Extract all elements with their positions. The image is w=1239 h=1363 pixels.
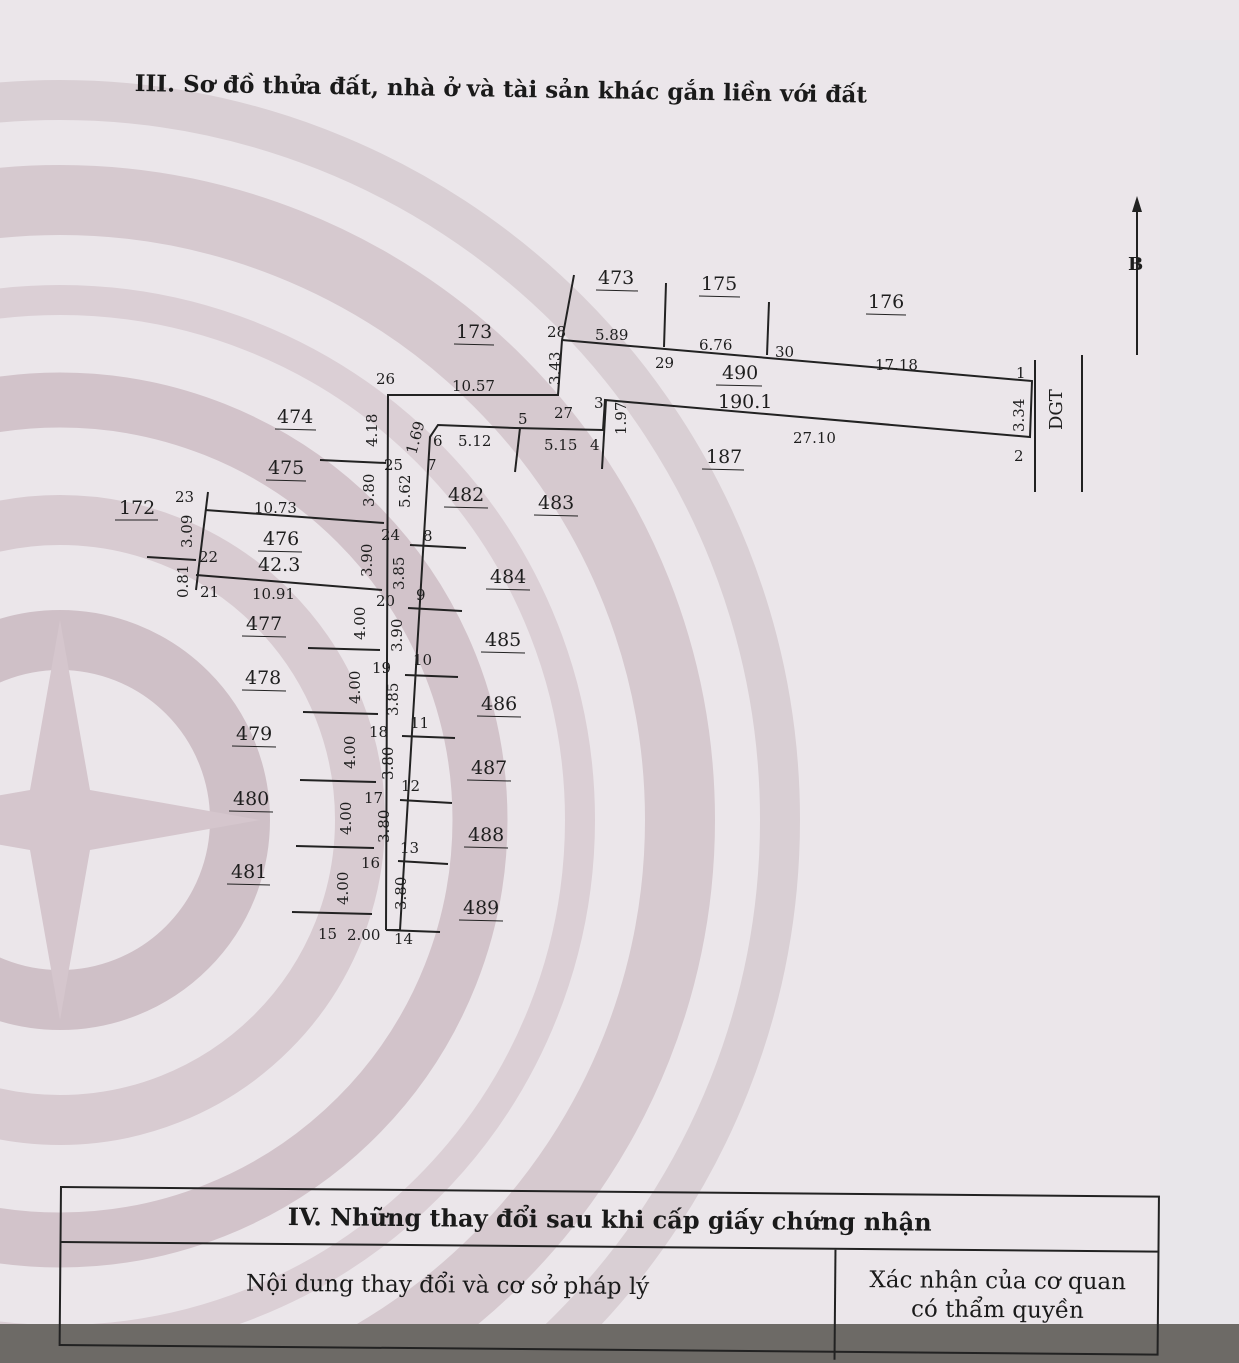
parcel-479: 479: [236, 723, 273, 745]
parcel-488: 488: [468, 824, 505, 846]
dim-5-6: 5.12: [458, 432, 492, 450]
dim-18-17: 4.00: [341, 735, 359, 769]
point-24: 24: [381, 526, 401, 544]
point-12: 12: [401, 777, 421, 795]
dim-15-14: 2.00: [347, 926, 381, 944]
point-23: 23: [175, 488, 195, 506]
dim-29-30: 6.76: [699, 336, 733, 354]
dim-7-24: 5.62: [396, 474, 414, 508]
dim-26-27: 10.57: [452, 377, 495, 395]
parcel-476-area: 42.3: [258, 554, 301, 576]
parcel-473: 473: [598, 267, 635, 289]
section-iii-title: III. Sơ đồ thửa đất, nhà ở và tài sản khác gắn liền với đất: [134, 70, 868, 109]
point-6: 6: [433, 432, 443, 450]
dim-25-24: 3.80: [360, 473, 378, 507]
point-30: 30: [775, 343, 795, 361]
dim-23-24: 10.73: [254, 499, 297, 517]
point-11: 11: [410, 714, 430, 732]
point-16: 16: [361, 854, 381, 872]
dim-3-4: 1.97: [612, 401, 630, 435]
dim-20-19: 4.00: [351, 606, 369, 640]
section-iv-title: IV. Những thay đổi sau khi cấp giấy chứng nhận: [62, 1188, 1158, 1253]
parcel-476: 476: [263, 528, 300, 550]
dim-24-20: 3.90: [358, 543, 376, 577]
parcel-172: 172: [119, 497, 156, 519]
parcel-477: 477: [246, 613, 283, 635]
point-19: 19: [372, 659, 392, 677]
point-10: 10: [413, 651, 433, 669]
main-parcel-area: 190.1: [718, 391, 773, 413]
dim-27-28: 3.43: [546, 351, 564, 385]
parcel-485: 485: [485, 629, 522, 651]
dim-30-1: 17.18: [875, 356, 918, 374]
point-26: 26: [376, 370, 396, 388]
dim-1-2: 3.34: [1010, 398, 1028, 432]
confirmation-line-2: có thẩm quyền: [910, 1296, 1084, 1324]
point-3: 3: [594, 394, 604, 412]
dim-3-2: 27.10: [793, 429, 836, 447]
parcel-480: 480: [233, 788, 270, 810]
dim-6-25: 1.69: [402, 419, 429, 457]
point-4: 4: [590, 436, 600, 454]
parcel-176: 176: [868, 291, 905, 313]
point-2: 2: [1014, 447, 1024, 465]
dim-8-9: 3.85: [390, 556, 408, 590]
point-9: 9: [416, 586, 426, 604]
dim-16-15: 4.00: [334, 871, 352, 905]
point-8: 8: [423, 527, 433, 545]
dim-21-22: 0.81: [174, 564, 192, 598]
point-20: 20: [376, 592, 396, 610]
parcel-475: 475: [268, 457, 305, 479]
parcel-487: 487: [471, 757, 508, 779]
dim-28-29: 5.89: [595, 326, 629, 344]
dim-19-18: 4.00: [346, 670, 364, 704]
road-label: DGT: [1046, 389, 1067, 430]
parcel-489: 489: [463, 897, 500, 919]
point-7: 7: [427, 456, 437, 474]
dim-17-16: 4.00: [337, 801, 355, 835]
point-1: 1: [1016, 364, 1026, 382]
column-header-confirmation: [838, 1250, 1158, 1327]
dim-12-13: 3.80: [375, 809, 393, 843]
north-label: B: [1128, 254, 1144, 275]
point-17: 17: [364, 789, 384, 807]
parcel-483: 483: [538, 492, 575, 514]
parcel-173: 173: [456, 321, 493, 343]
changes-table: [59, 1186, 1160, 1356]
parcel-482: 482: [448, 484, 485, 506]
dim-22-23: 3.09: [178, 514, 196, 548]
point-29: 29: [655, 354, 675, 372]
dim-10-11: 3.85: [384, 682, 402, 716]
dim-26-25: 4.18: [363, 413, 381, 447]
point-22: 22: [199, 548, 219, 566]
point-25: 25: [384, 456, 404, 474]
main-parcel-number: 490: [722, 362, 759, 384]
parcel-486: 486: [481, 693, 518, 715]
confirmation-line-1: Xác nhận của cơ quan: [869, 1267, 1127, 1296]
point-13: 13: [400, 839, 420, 857]
point-5: 5: [518, 410, 528, 428]
point-28: 28: [547, 323, 567, 341]
dim-21-20: 10.91: [252, 585, 295, 603]
parcel-478: 478: [245, 667, 282, 689]
parcel-175: 175: [701, 273, 738, 295]
point-15: 15: [318, 925, 338, 943]
dim-13-14: 3.80: [392, 876, 410, 910]
column-header-content: Nội dung thay đổi và cơ sở pháp lý: [61, 1243, 837, 1360]
parcel-187: 187: [706, 446, 743, 468]
dim-11-12: 3.80: [379, 746, 397, 780]
point-18: 18: [369, 723, 389, 741]
dim-9-10: 3.90: [388, 618, 406, 652]
point-14: 14: [394, 930, 414, 948]
dim-4-5: 5.15: [544, 436, 578, 454]
parcel-481: 481: [231, 861, 268, 883]
parcel-474: 474: [277, 406, 314, 428]
point-27: 27: [554, 404, 574, 422]
point-21: 21: [200, 583, 220, 601]
parcel-484: 484: [490, 566, 527, 588]
